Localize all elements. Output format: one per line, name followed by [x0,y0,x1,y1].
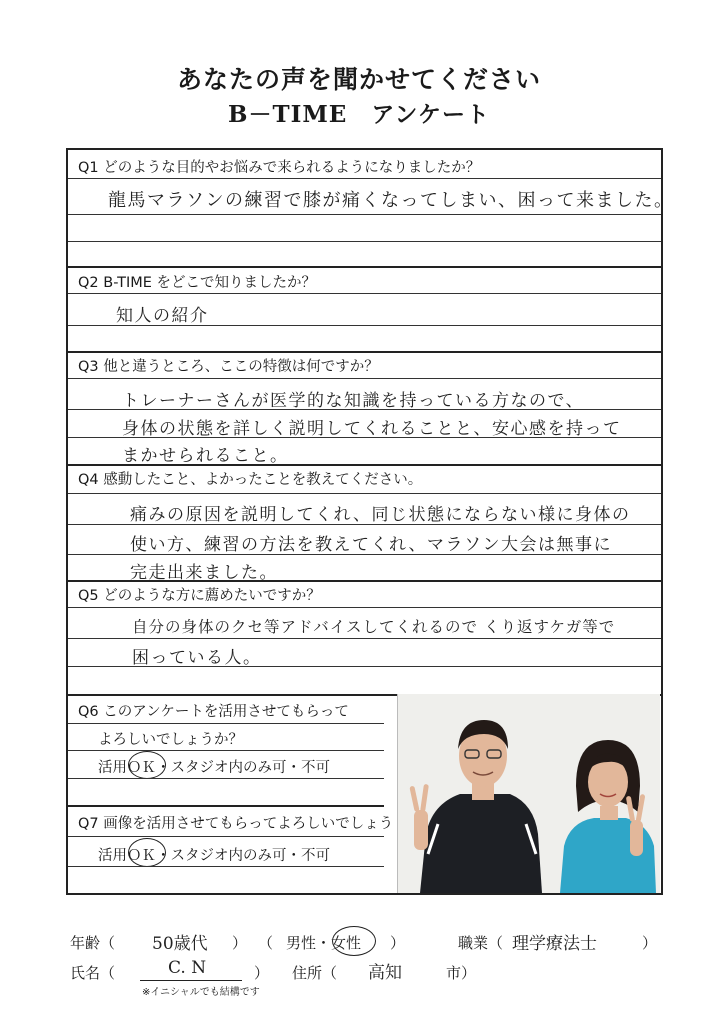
gender-close-paren: ） [390,934,406,952]
rule [68,607,661,608]
rule [68,836,384,837]
photo-illustration [398,694,660,893]
q5-answer-line-2: 困っている人。 [132,648,262,668]
age-label: 年齢（ [70,934,116,952]
rule [68,325,661,326]
q4-label: Q4 感動したこと、よかったことを教えてください。 [78,472,423,488]
female-circle-mark [332,926,376,956]
q7-options: 活用ＯＫ・スタジオ内のみ可・不可 [98,848,330,864]
ok-circle-mark [128,838,166,867]
age-close-paren: ） [232,934,248,952]
q4-answer-line-3: 完走出来ました。 [130,563,278,583]
q7-label: Q7 画像を活用させてもらってよろしいでしょう [78,816,394,832]
rule [68,437,661,438]
rule [68,805,384,807]
rule [68,524,661,525]
q6-label-continued: よろしいでしょうか？ [98,732,243,748]
gender-options: 男性・女性 [286,934,362,952]
rule [68,750,384,751]
q3-answer-line-1: トレーナーさんが医学的な知識を持っている方なので、 [122,391,585,411]
q3-answer-line-3: まかせられること。 [122,446,289,466]
rule [68,351,661,353]
address-suffix: 市） [446,964,477,982]
name-underline [140,980,242,981]
page-title: あなたの声を聞かせてください [176,65,541,94]
q3-answer-line-2: 身体の状態を詳しく説明してくれることと、安心感を持って [122,419,622,439]
address-value: 高知 [368,963,402,983]
age-value: 50歳代 [152,934,208,954]
photo-trainer-and-client [397,694,660,893]
address-label: 住所（ [292,964,338,982]
name-close-paren: ） [254,964,270,982]
name-value: C. N [168,958,207,978]
job-close-paren: ） [642,934,658,952]
gender-open-paren: （ [258,934,274,952]
rule [68,409,661,410]
rule [68,778,384,779]
rule [68,638,661,639]
trainer-shirt [420,794,542,893]
job-label: 職業（ [458,934,504,952]
rule [68,554,661,555]
q1-answer: 龍馬マラソンの練習で膝が痛くなってしまい、困って来ました。 [108,190,674,211]
job-value: 理学療法士 [512,934,597,954]
rule [68,214,661,215]
rule [68,266,661,268]
rule [68,666,661,667]
q2-label: Q2 B-TIME をどこで知りましたか？ [78,275,317,291]
q2-answer: 知人の紹介 [116,306,209,326]
q3-label: Q3 他と違うところ、ここの特徴は何ですか？ [78,359,379,375]
q6-label: Q6 このアンケートを活用させてもらって [78,704,349,720]
q4-answer-line-1: 痛みの原因を説明してくれ、同じ状態にならない様に身体の [130,505,631,525]
survey-subtitle: B－TIME アンケート [228,101,490,128]
initials-note: ※イニシャルでも結構です [142,987,260,998]
name-label: 氏名（ [70,964,116,982]
q5-answer-line-1: 自分の身体のクセ等アドバイスしてくれるので くり返すケガ等で [132,618,616,636]
q1-label: Q1 どのような目的やお悩みで来られるようになりましたか？ [78,160,481,176]
q6-options: 活用ＯＫ・スタジオ内のみ可・不可 [98,760,330,776]
rule [68,293,661,294]
rule [68,178,661,179]
rule [68,493,661,494]
q5-label: Q5 どのような方に薦めたいですか？ [78,588,321,604]
rule [68,866,384,867]
rule [68,241,661,242]
rule [68,464,661,466]
ok-circle-mark [128,751,166,779]
q4-answer-line-2: 使い方、練習の方法を教えてくれ、マラソン大会は無事に [130,535,613,555]
rule [68,378,661,379]
rule [68,723,384,724]
rule [68,580,661,582]
